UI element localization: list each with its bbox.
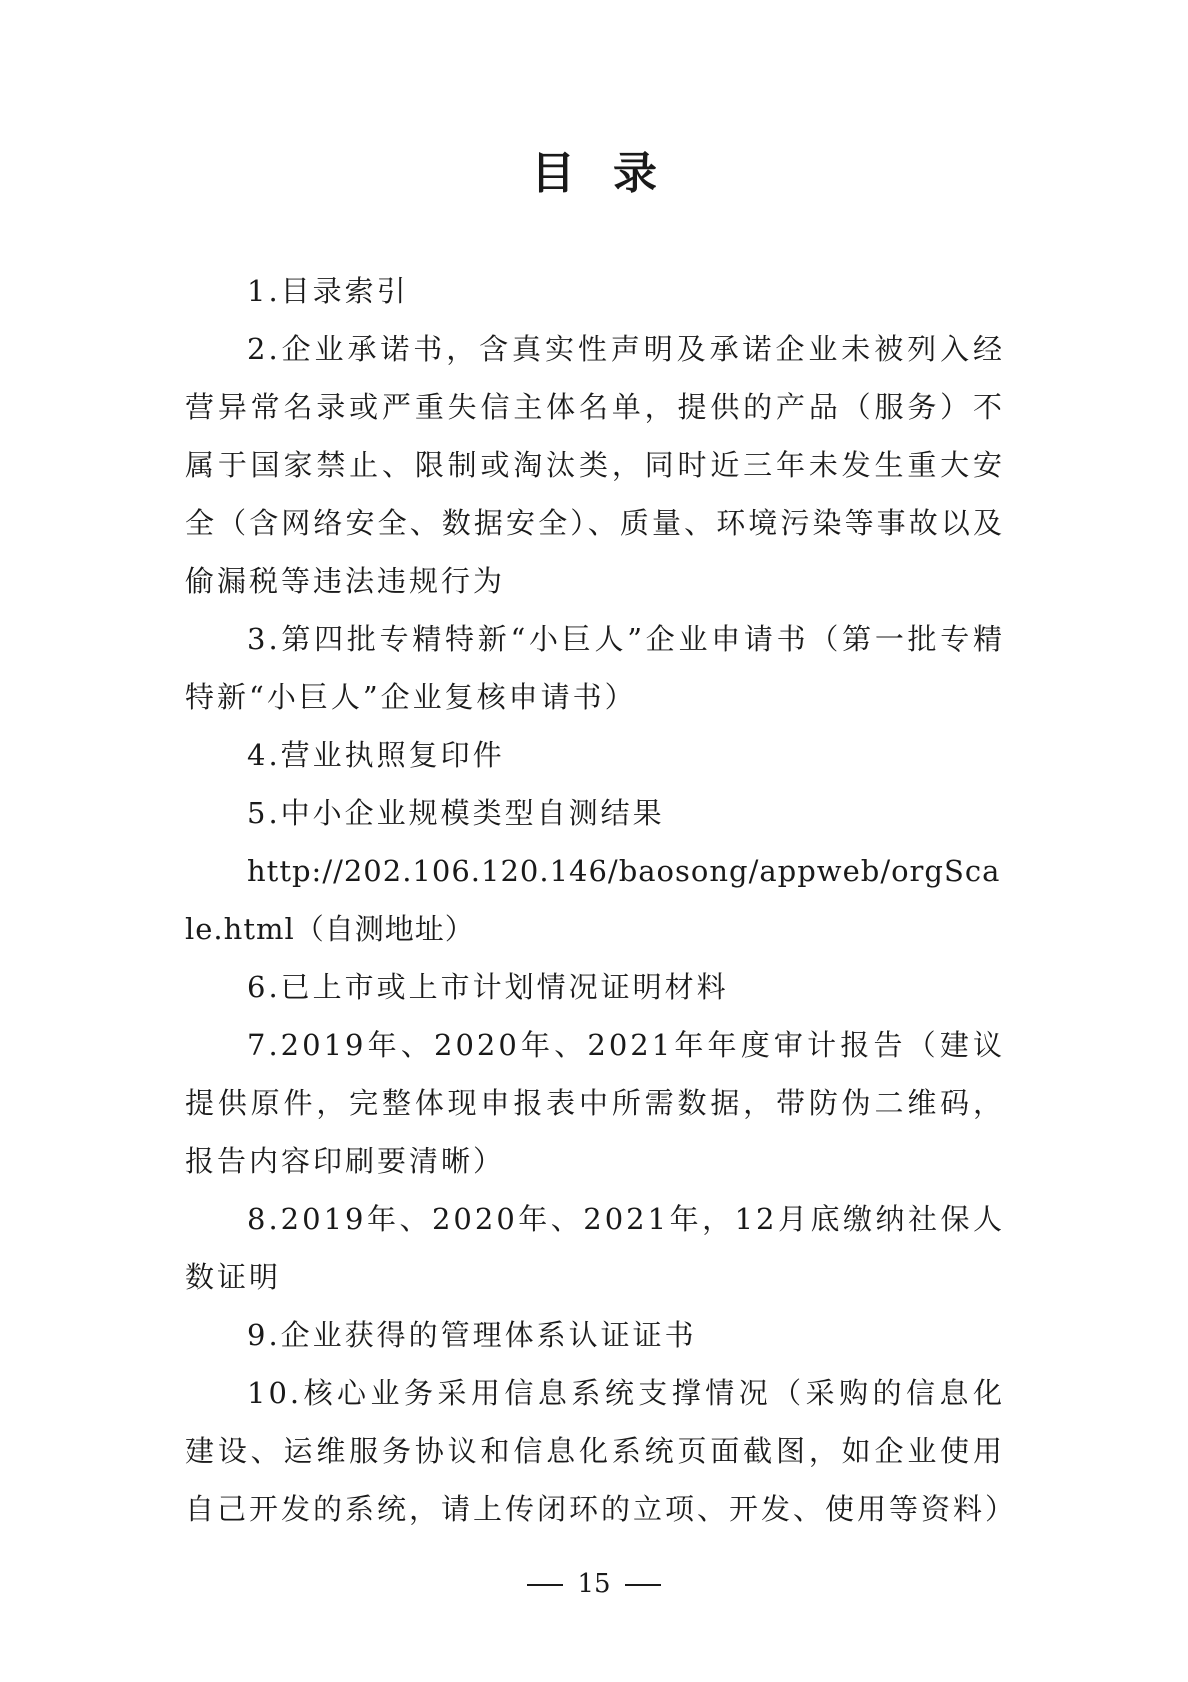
- toc-item: 1.目录索引: [247, 274, 409, 308]
- page-footer: [0, 1567, 1188, 1601]
- toc-list: [185, 262, 1018, 1538]
- toc-item: 3.第四批专精特新“小巨人”企业申请书（第一批专精特新“小巨人”企业复核申请书）: [185, 622, 1005, 714]
- toc-item: 6.已上市或上市计划情况证明材料: [247, 970, 729, 1004]
- dash-right: [625, 1584, 661, 1586]
- page-title: [0, 146, 1188, 202]
- toc-item: 4.营业执照复印件: [247, 738, 505, 772]
- dash-left: [527, 1584, 563, 1586]
- toc-item: 9.企业获得的管理体系认证证书: [247, 1318, 697, 1352]
- toc-item-url: http://202.106.120.146/baosong/appweb/orgScale.html（自测地址）: [185, 854, 1001, 946]
- page-number: 15: [577, 1569, 611, 1599]
- toc-item: 2.企业承诺书，含真实性声明及承诺企业未被列入经营异常名录或严重失信主体名单，提供的产品（服务）不属于国家禁止、限制或淘汰类，同时近三年未发生重大安全（含网络安全、数据安全）、质量、环境污染等事故以及偷漏税等违法违规行为: [185, 332, 1005, 598]
- toc-item: 7.2019年、2020年、2021年年度审计报告（建议提供原件，完整体现申报表中所需数据，带防伪二维码，报告内容印刷要清晰）: [185, 1028, 1005, 1178]
- title-char-1: 目: [531, 148, 575, 199]
- title-char-2: 录: [613, 148, 657, 199]
- toc-item: 5.中小企业规模类型自测结果: [247, 796, 665, 830]
- toc-item: 8.2019年、2020年、2021年，12月底缴纳社保人数证明: [185, 1202, 1005, 1294]
- toc-item: 10.核心业务采用信息系统支撑情况（采购的信息化建设、运维服务协议和信息化系统页面截图，如企业使用自己开发的系统，请上传闭环的立项、开发、使用等资料）: [185, 1376, 1018, 1526]
